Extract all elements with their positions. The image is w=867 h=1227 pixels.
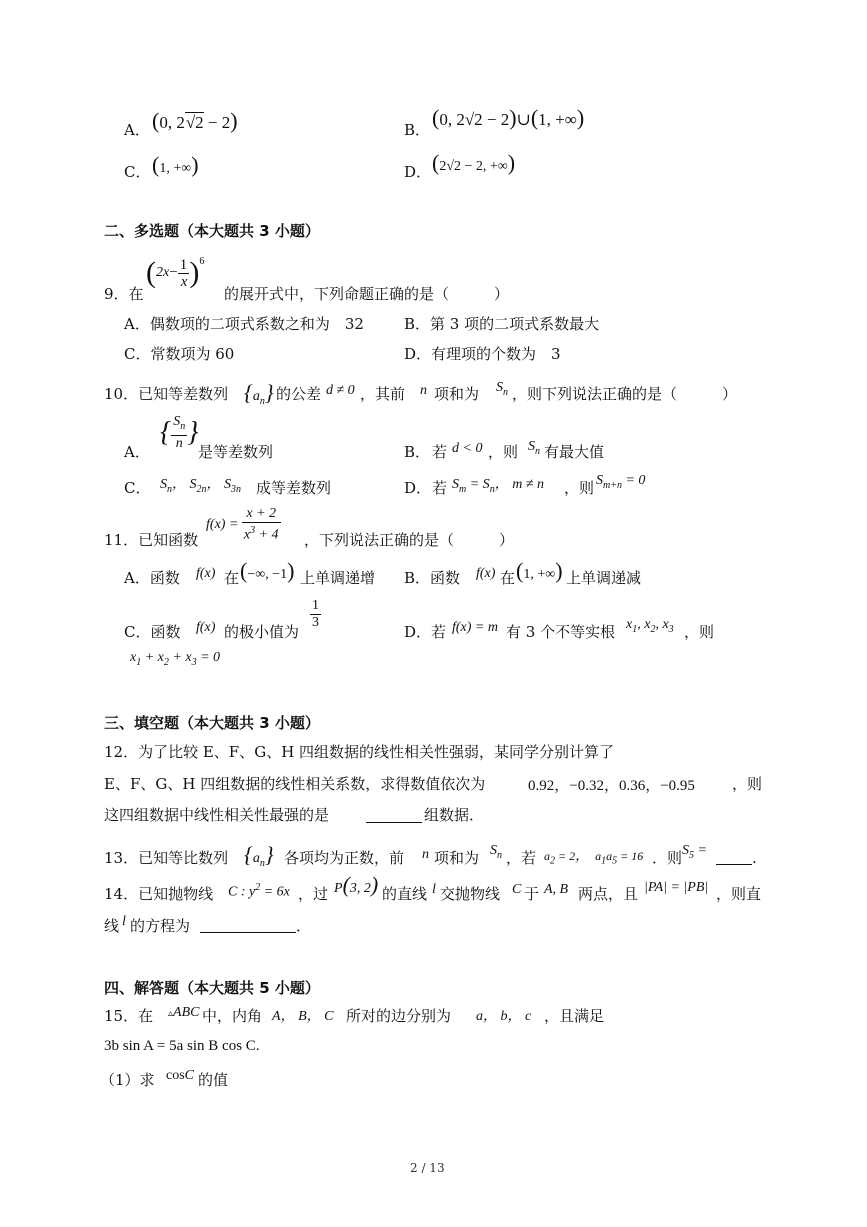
q10-mid2: ，其前 [360,385,406,403]
q10-option-d-2: ，则 [564,479,595,497]
q14-end: ． [296,917,312,935]
q11-option-b-fx: f(x) [476,566,496,581]
q13-period: . [752,849,757,867]
q8-option-b: B． [404,121,431,139]
q9-expression: (2x− $\frac{1}{x}$ )$^6$ [146,256,205,290]
q9-option-d: D．有理项的个数为 3 [404,345,561,363]
q14-parabola: C : $y^2 = 6x$ [228,882,290,900]
q13-sn: $S_n$ [490,843,502,861]
q11-function: f(x) = $\frac{x + 2}{x^3 + 4}$ [206,506,279,543]
q15-sides: a， b， c [476,1009,532,1024]
q15-part1-b: 的值 [198,1071,229,1089]
q15-equation: 3b sin A = 5a sin B cos C. [104,1038,260,1054]
q13-mid3: ，若 [506,849,537,867]
q10-option-d-label: D． [404,479,432,497]
q13-mid2: 项和为 [434,849,480,867]
q10-seq: $\{a_n\}$ [244,380,274,407]
q15-mid2: 所对的边分别为 [346,1007,452,1025]
q14-line2b: 的方程为 [130,917,191,935]
q10-option-b-label: B． [404,443,431,461]
q15-mid3: ，且满足 [544,1007,605,1025]
q12-values: 0.92，−0.32，0.36，−0.95 [528,778,695,794]
q11-option-c-2: 的极小值为 [224,623,300,641]
q11-option-b-interval: (1, +∞) [516,558,563,583]
q10-number: 10．已知等差数列 [104,385,229,403]
q13-answer-blank [716,864,752,865]
q10-option-d-1: 若 [432,479,448,497]
q10-option-b-cond: d < 0 [452,441,483,456]
section-title-fill-in: 三、填空题（本大题共 3 小题） [104,714,320,732]
q14-l: l [432,882,436,897]
q10-mid3: 项和为 [434,385,480,403]
q14-mid2: 的直线 [382,885,428,903]
q10-option-b-2: ，则 [488,443,519,461]
q10-option-d-result: $S_{m+n} = 0$ [596,473,646,491]
q8-option-d: D． [404,163,432,181]
q14-mid4: 于 [524,885,540,903]
q11-option-c-value: $\frac{1}{3}$ [312,598,319,630]
q10-option-b-sn: $S_n$ [528,439,540,457]
q11-option-a-3: 上单调递增 [300,569,376,587]
section-title-solutions: 四、解答题（本大题共 5 小题） [104,979,320,997]
q8-option-a-expr: (0, 2√2 − 2) [152,108,238,133]
q11-option-d-2: 有 3 个不等实根 [506,623,616,641]
q10-sn: $S_n$ [496,380,508,398]
q14-number: 14．已知抛物线 [104,885,214,903]
q11-option-b-1: B．函数 [404,569,461,587]
q11-option-b-3: 上单调递减 [566,569,642,587]
q8-option-d-expr: (2√2 − 2, +∞) [432,150,516,175]
q12-line3a: 这四组数据中线性相关性最强的是 [104,806,330,824]
q13-number: 13．已知等比数列 [104,849,229,867]
q15-equation-text: 3b sin A = 5a sin B cos C [104,1038,256,1054]
q10-option-b-3: 有最大值 [544,443,605,461]
q11-option-a-1: A．函数 [124,569,180,587]
q11-option-d-sum: $x_1 + x_2 + x_3 = 0$ [130,650,221,668]
q10-option-c-expr: $S_n$， $S_{2n}$， $S_{3n}$ [160,477,241,495]
q8-option-a: A． [124,121,150,139]
q10-option-a: 是等差数列 [198,443,274,461]
q10-option-c: 成等差数列 [256,479,332,497]
q10-option-a-expr: { $\frac{S_n}{n}$ } [160,414,199,451]
q10-n: n [420,383,427,398]
q10-mid1: 的公差 [276,385,322,403]
q15-triangle: ▵ABC [168,1005,200,1020]
q11-number: 11．已知函数 [104,531,199,549]
page-number: 2 / 13 [410,1161,445,1175]
q14-mid5: 两点，且 [578,885,639,903]
q14-l2: l [122,914,126,929]
q10-tail: ，则下列说法正确的是（ ） [512,385,738,403]
q12-line3b: 组数据． [424,806,485,824]
q14-mid1: ，过 [298,885,329,903]
q14-tail: ，则直 [716,885,762,903]
q14-line2: 线 [104,917,120,935]
q13-mid: 各项均为正数，前 [284,849,405,867]
q14-answer-blank [200,932,296,933]
q9-stem: 的展开式中，下列命题正确的是（ ） [224,285,510,303]
q14-c: C [512,882,522,897]
q10-option-d-cond: $S_m = S_n$， m ≠ n [452,477,544,495]
q11-option-a-fx: f(x) [196,566,216,581]
q13-mid4: ．则 [652,849,683,867]
q15-number: 15．在 [104,1007,154,1025]
q12-line1: 12．为了比较 E、F、G、H 四组数据的线性相关性强弱，某同学分别计算了 [104,743,615,761]
q13-s5: $S_5$ = [682,843,707,861]
q14-mid3: 交抛物线 [440,885,501,903]
q15-part1-a: （1）求 [100,1071,155,1089]
q9-option-b: B．第 3 项的二项式系数最大 [404,315,600,333]
q13-seq: $\{a_n\}$ [244,842,274,869]
q11-option-d-1: D．若 [404,623,447,641]
q10-option-b-1: 若 [432,443,448,461]
q12-line2b: ，则 [732,775,763,793]
q11-option-c-1: C．函数 [124,623,181,641]
q10-d-neq-0: d ≠ 0 [326,383,355,398]
q11-option-a-interval: (−∞, −1) [240,558,295,583]
q11-option-d-roots: $x_1$, $x_2$, $x_3$ [626,617,674,635]
q15-angles: A， B， C [272,1009,334,1024]
q10-option-a-label: A． [124,443,150,461]
q15-part1-cos: cosC [166,1068,195,1083]
q13-cond: $a_2 = 2$， $a_1a_5 = 16$ [544,849,644,867]
q11-option-b-2: 在 [500,569,516,587]
q9-option-c: C．常数项为 60 [124,345,235,363]
q14-point: P(3, 2) [334,872,379,897]
q8-option-c-expr: (1, +∞) [152,152,199,177]
q15-mid1: 中，内角 [202,1007,263,1025]
q9-option-a: A．偶数项的二项式系数之和为 32 [124,315,364,333]
q14-ab: A, B [544,882,569,897]
q8-option-b-expr: (0, 2√2 − 2)∪(1, +∞) [432,105,585,130]
q11-tail: ，下列说法正确的是（ ） [304,531,515,549]
q8-option-c: C． [124,163,151,181]
q10-option-c-label: C． [124,479,151,497]
q9-number: 9．在 [104,285,144,303]
q12-line2a: E、F、G、H 四组数据的线性相关系数，求得数值依次为 [104,775,486,793]
q14-cond: |PA| = |PB| [644,880,709,895]
q13-n: n [422,847,429,862]
q11-option-c-fx: f(x) [196,620,216,635]
q12-answer-blank [366,822,422,823]
q11-option-a-2: 在 [224,569,240,587]
q11-option-d-3: ，则 [684,623,715,641]
section-title-multi-choice: 二、多选题（本大题共 3 小题） [104,222,320,240]
q11-option-d-eq: f(x) = m [452,620,498,635]
